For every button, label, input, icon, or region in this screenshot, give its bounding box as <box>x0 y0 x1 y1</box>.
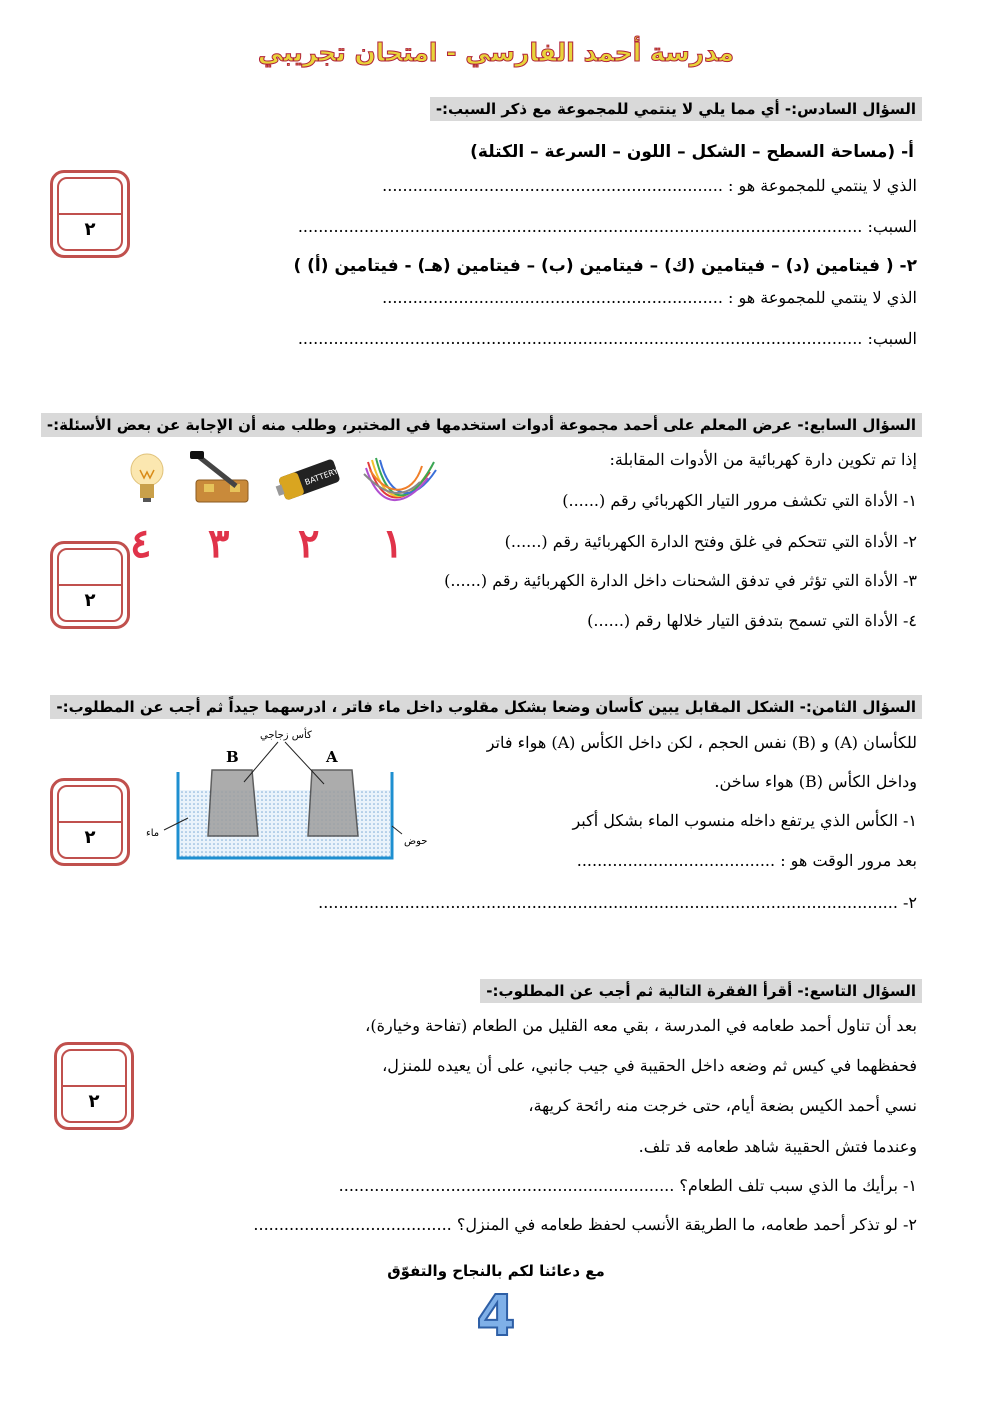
q6-part-b-answer[interactable]: الذي لا ينتمي للمجموعة هو : ................................................................... <box>382 288 917 307</box>
q8-score-box <box>50 778 130 866</box>
glass-label: كأس زجاجي <box>260 730 312 741</box>
q7-score: ٢ <box>84 590 96 611</box>
switch-icon <box>186 448 258 508</box>
q6-part-b: ٢- ( فيتامين (د) – فيتامين (ك) – فيتامين (ب) – فيتامين (هـ) - فيتامين (أ) ) <box>293 256 917 276</box>
q9-line-4: وعندما فتش الحقيبة شاهد طعامه قد تلف. <box>638 1137 917 1156</box>
q8-heading: السؤال الثامن:- الشكل المقابل يبين كأسان وضعا بشكل مقلوب داخل ماء فاتر ، ادرسهما جيداً ثم أجب عن المطلوب:- <box>50 695 922 719</box>
q9-line-3: نسي أحمد الكيس بضعة أيام، حتى خرجت منه رائحة كريهة، <box>528 1096 917 1115</box>
q7-intro: إذا تم تكوين دارة كهربائية من الأدوات المقابلة: <box>609 450 917 469</box>
q7-item-2[interactable]: ٢- الأداة التي تتحكم في غلق وفتح الدارة الكهربائية رقم (......) <box>504 532 917 551</box>
lamp-icon <box>125 450 169 506</box>
page-title: مدرسة أحمد الفارسي - امتحان تجريبي <box>257 38 735 67</box>
q7-item-4[interactable]: ٤- الأداة التي تسمح بتدفق التيار خلالها رقم (......) <box>587 611 917 630</box>
q6-part-a-reason[interactable]: السبب: ............................................................................................................... <box>297 217 917 236</box>
q9-line-2: فحفظهما في كيس ثم وضعه داخل الحقيبة في جيب جانبي، على أن يعيده للمنزل، <box>382 1056 917 1075</box>
q9-score: ٢ <box>88 1091 100 1112</box>
battery-label: BATTERY <box>303 466 340 487</box>
q7-item-1[interactable]: ١- الأداة التي تكشف مرور التيار الكهربائي رقم (......) <box>562 491 917 510</box>
basin-label: حوض <box>404 836 428 847</box>
q8-line-3: ١- الكأس الذي يرتفع داخله منسوب الماء بشكل أكبر <box>572 811 917 830</box>
q9-question-2[interactable]: ٢- لو تذكر أحمد طعامه، ما الطريقة الأنسب لحفظ طعامه في المنزل؟ ....................................... <box>253 1215 917 1234</box>
q6-part-a-answer[interactable]: الذي لا ينتمي للمجموعة هو : ................................................................... <box>382 176 917 195</box>
q9-score-box <box>54 1042 134 1130</box>
page-number: 4 <box>476 1284 516 1349</box>
footer-wish: مع دعائنا لكم بالنجاح والتفوّق <box>387 1262 605 1280</box>
q9-line-1: بعد أن تناول أحمد طعامه في المدرسة ، بقي معه القليل من الطعام (تفاحة وخيارة)، <box>365 1016 917 1035</box>
tool-number-3: ٣ <box>208 520 230 567</box>
q7-score-box <box>50 541 130 629</box>
q8-line-2: وداخل الكأس (B) هواء ساخن. <box>714 772 917 791</box>
q8-line-5[interactable]: ٢- .................................................................................................................. <box>318 893 917 912</box>
q9-heading: السؤال التاسع:- أقرأ الفقرة التالية ثم أجب عن المطلوب:- <box>480 979 922 1003</box>
q6-part-a: أ- (مساحة السطح – الشكل – اللون – السرعة – الكتلة) <box>470 142 914 162</box>
q8-line-4[interactable]: بعد مرور الوقت هو : ....................................... <box>576 851 917 870</box>
q7-heading: السؤال السابع:- عرض المعلم على أحمد مجموعة أدوات استخدمها في المختبر، وطلب منه أن الإجابة عن بعض الأسئلة:- <box>41 413 922 437</box>
battery-icon <box>272 452 344 506</box>
q8-line-1: للكأسان (A) و (B) نفس الحجم ، لكن داخل الكأس (A) هواء فاتر <box>486 733 917 752</box>
q6-score-box <box>50 170 130 258</box>
q7-item-3[interactable]: ٣- الأداة التي تؤثر في تدفق الشحنات داخل الدارة الكهربائية رقم (......) <box>444 571 917 590</box>
tool-number-4: ٤ <box>130 520 152 567</box>
glasses-diagram <box>140 722 440 864</box>
glass-b-label: B <box>226 748 239 766</box>
wires-icon <box>360 452 440 514</box>
q9-question-1[interactable]: ١- برأيك ما الذي سبب تلف الطعام؟ .................................................................. <box>338 1176 917 1195</box>
tool-number-1: ١ <box>382 520 404 567</box>
water-label: ماء <box>146 828 160 839</box>
q6-part-b-reason[interactable]: السبب: ............................................................................................................... <box>297 329 917 348</box>
q6-heading: السؤال السادس:- أي مما يلي لا ينتمي للمجموعة مع ذكر السبب:- <box>430 97 922 121</box>
q6-score: ٢ <box>84 219 96 240</box>
q8-score: ٢ <box>84 827 96 848</box>
tool-number-2: ٢ <box>298 520 320 567</box>
glass-a-label: A <box>326 748 338 766</box>
